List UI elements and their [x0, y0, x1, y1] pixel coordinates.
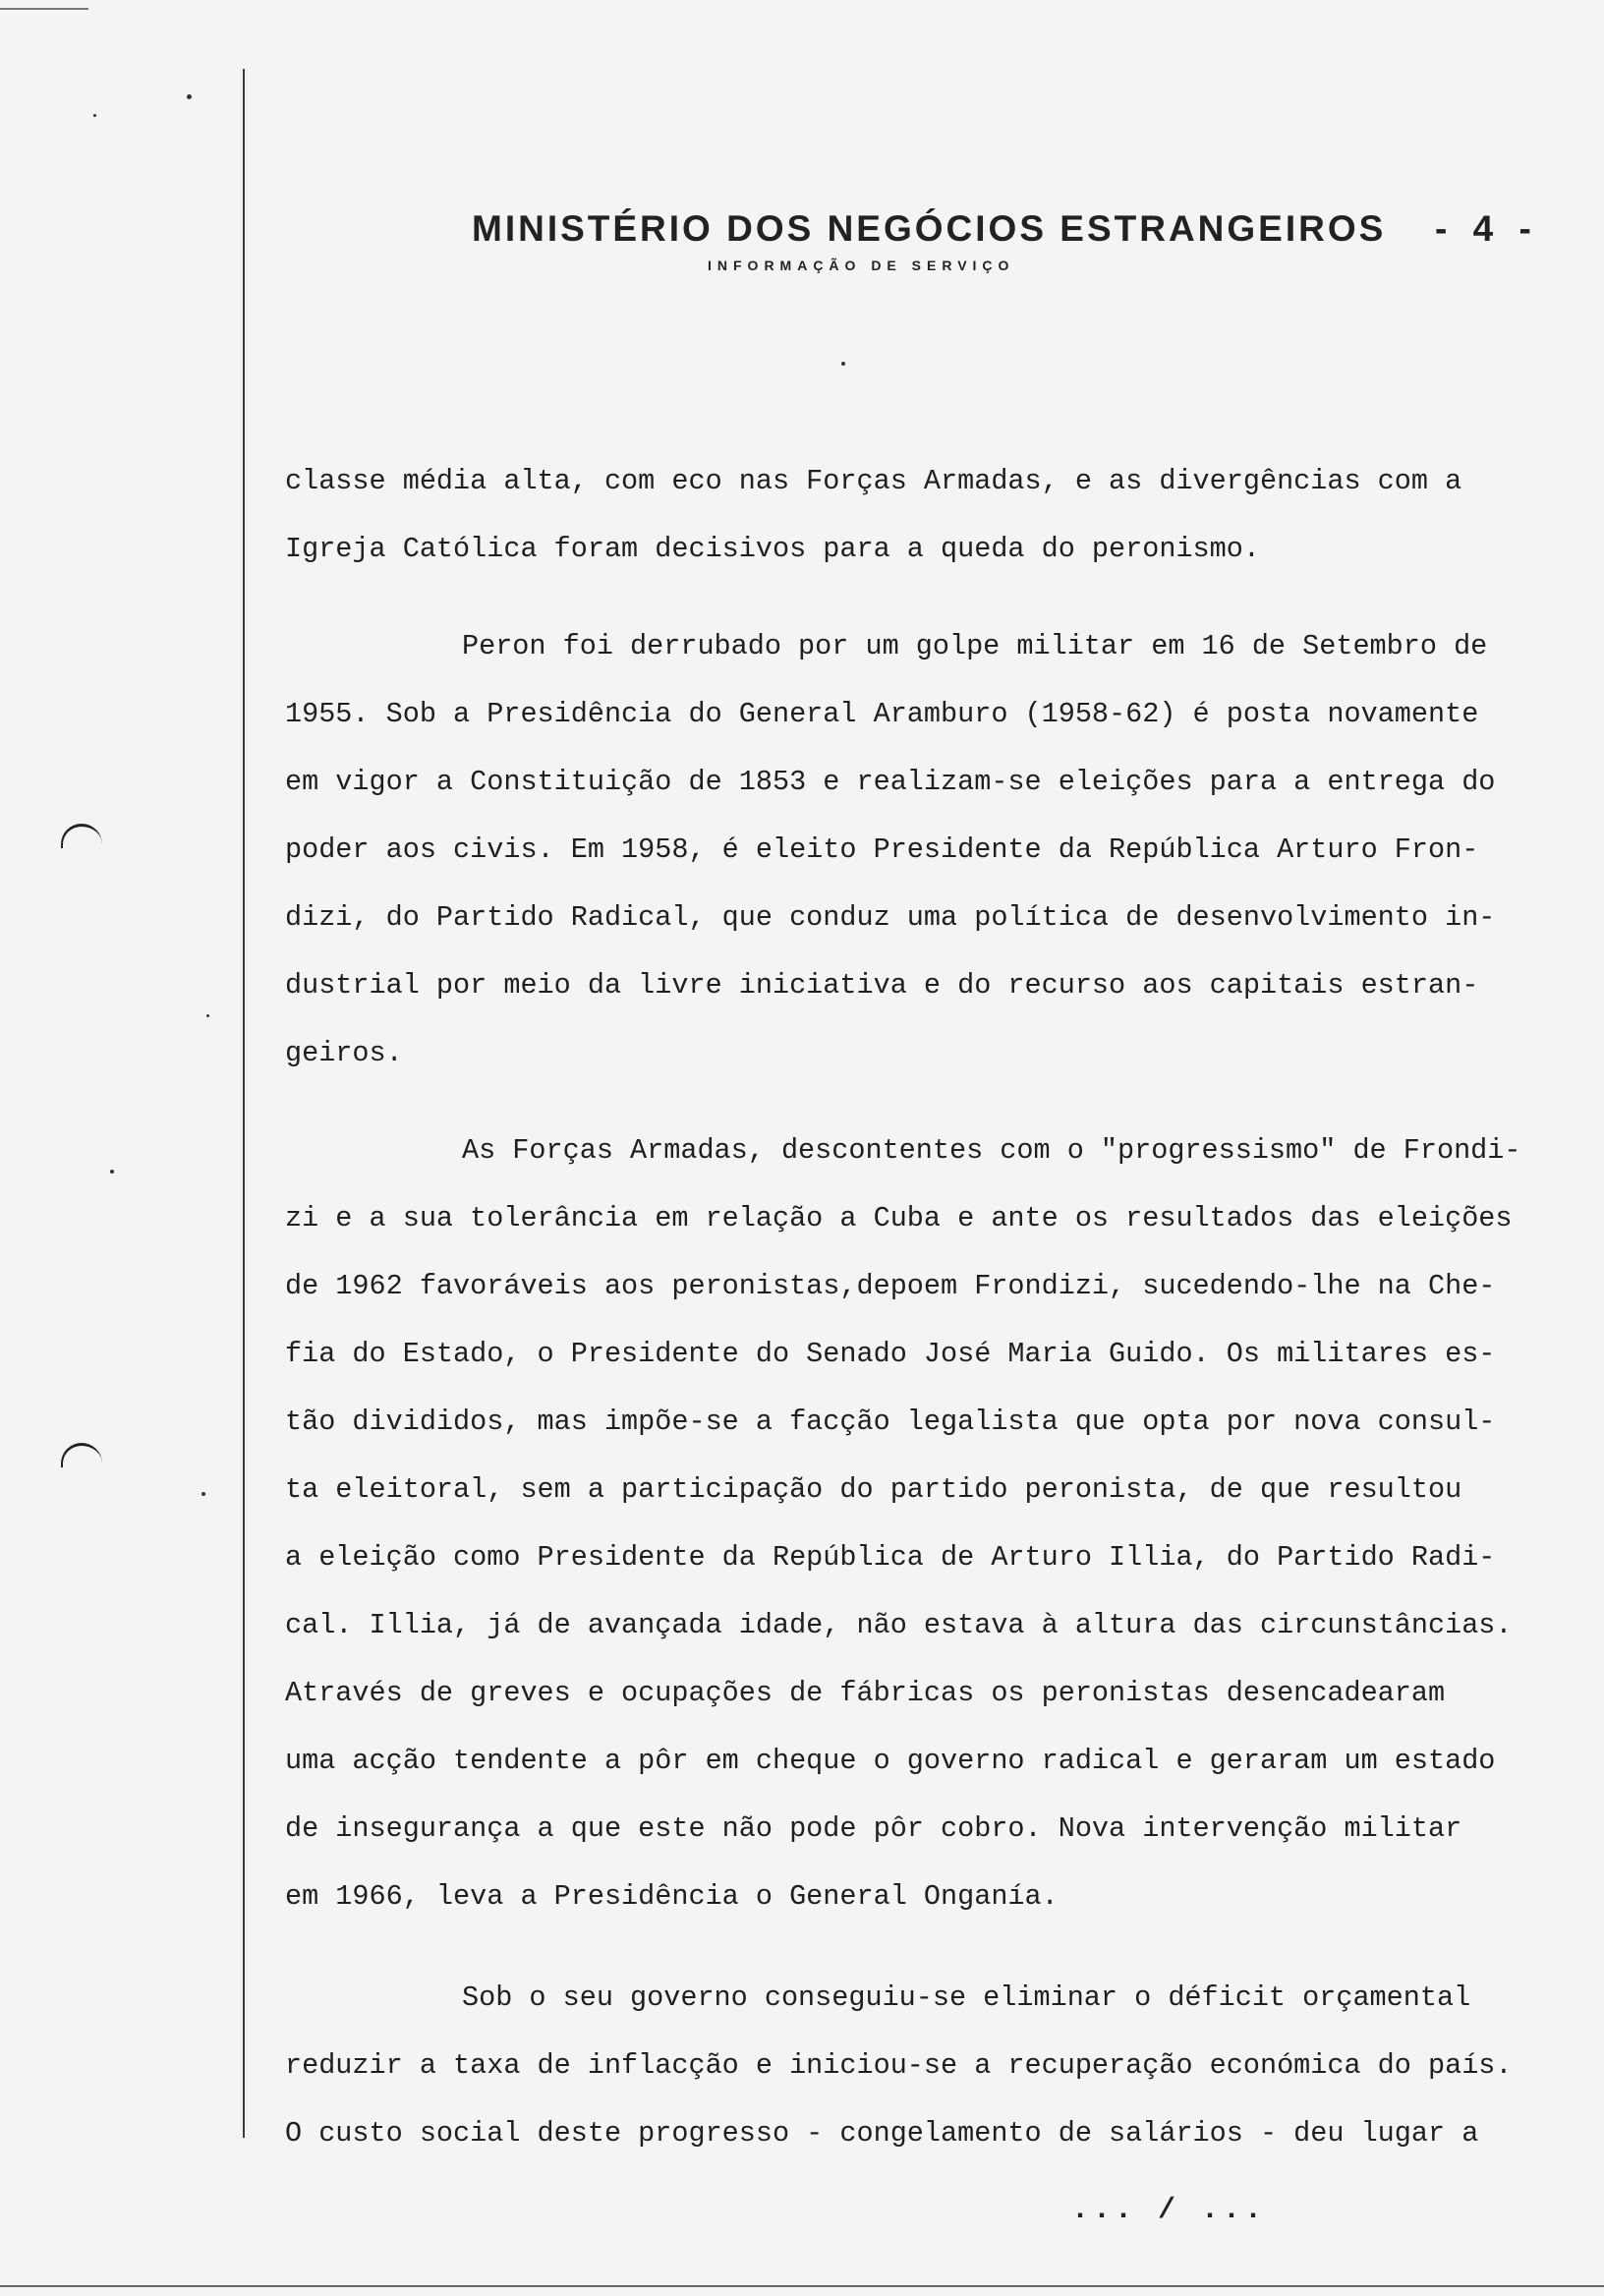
scan-edge-line	[0, 2285, 1604, 2287]
paragraph-4	[285, 1964, 1602, 2167]
text-line: Sob o seu governo conseguiu-se eliminar o déficit orçamental	[462, 1981, 1471, 2014]
scan-dot	[93, 114, 96, 117]
text-line: de insegurança a que este não pode pôr cobro. Nova intervenção militar	[285, 1812, 1462, 1845]
ministry-title: MINISTÉRIO DOS NEGÓCIOS ESTRANGEIROS	[472, 208, 1387, 249]
scan-dot	[110, 1170, 114, 1174]
scan-dot	[841, 362, 845, 366]
paragraph-3	[285, 1117, 1602, 1930]
text-line: em 1966, leva a Presidência o General Onganía.	[285, 1880, 1059, 1913]
text-line: fia do Estado, o Presidente do Senado José Maria Guido. Os militares es-	[285, 1338, 1496, 1370]
text-line: tão divididos, mas impõe-se a facção legalista que opta por nova consul-	[285, 1406, 1496, 1438]
paragraph-1	[285, 447, 1602, 583]
scan-dot	[206, 1014, 209, 1017]
text-line: poder aos civis. Em 1958, é eleito Presidente da República Arturo Fron-	[285, 833, 1479, 866]
text-line: Através de greves e ocupações de fábricas os peronistas desencadearam	[285, 1677, 1446, 1709]
margin-rule	[243, 69, 245, 2138]
letterhead	[472, 208, 1553, 273]
text-line: uma acção tendente a pôr em cheque o governo radical e geraram um estado	[285, 1745, 1496, 1777]
text-line: As Forças Armadas, descontentes com o "progressismo" de Frondi-	[462, 1134, 1521, 1167]
text-line: zi e a sua tolerância em relação a Cuba e ante os resultados das eleições	[285, 1202, 1513, 1234]
hole-punch-mark	[61, 824, 102, 848]
text-line: ta eleitoral, sem a participação do partido peronista, de que resultou	[285, 1473, 1462, 1506]
hole-punch-mark	[61, 1443, 102, 1467]
scan-dot	[187, 94, 192, 99]
scan-edge-line	[0, 8, 88, 10]
document-body	[285, 447, 1602, 2167]
document-type: INFORMAÇÃO DE SERVIÇO	[708, 258, 1015, 273]
text-line: classe média alta, com eco nas Forças Armadas, e as divergências com a	[285, 465, 1462, 497]
text-line: de 1962 favoráveis aos peronistas,depoem Frondizi, sucedendo-lhe na Che-	[285, 1270, 1496, 1302]
text-line: reduzir a taxa de inflacção e iniciou-se a recuperação económica do país.	[285, 2049, 1513, 2082]
scan-dot	[201, 1492, 205, 1496]
text-line: Igreja Católica foram decisivos para a queda do peronismo.	[285, 533, 1260, 565]
text-line: a eleição como Presidente da República de Arturo Illia, do Partido Radi-	[285, 1541, 1496, 1574]
text-line: geiros.	[285, 1037, 403, 1069]
text-line: 1955. Sob a Presidência do General Aramburo (1958-62) é posta novamente	[285, 698, 1479, 730]
text-line: dustrial por meio da livre iniciativa e do recurso aos capitais estran-	[285, 969, 1479, 1002]
text-line: cal. Illia, já de avançada idade, não estava à altura das circunstâncias.	[285, 1609, 1513, 1641]
paragraph-2	[285, 612, 1602, 1087]
text-line: Peron foi derrubado por um golpe militar em 16 de Setembro de	[462, 630, 1488, 662]
continuation-marker: ... / ...	[1071, 2194, 1267, 2227]
text-line: dizi, do Partido Radical, que conduz uma política de desenvolvimento in-	[285, 901, 1496, 934]
text-line: em vigor a Constituição de 1853 e realizam-se eleições para a entrega do	[285, 766, 1496, 798]
page-number: - 4 -	[1435, 208, 1539, 249]
text-line: O custo social deste progresso - congelamento de salários - deu lugar a	[285, 2117, 1479, 2150]
